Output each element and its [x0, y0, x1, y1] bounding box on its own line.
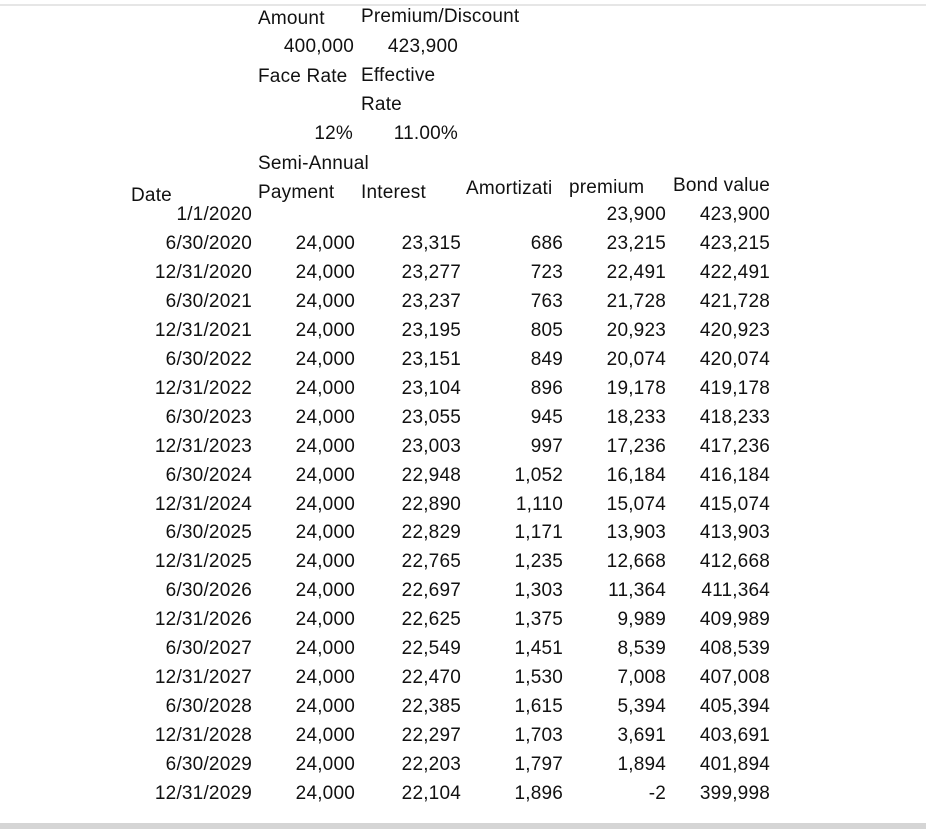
cell-payment: 24,000 — [295, 290, 355, 312]
cell-amortization: 896 — [530, 377, 563, 399]
cell-payment: 24,000 — [295, 551, 355, 573]
cell-bond-value: 416,184 — [699, 464, 770, 486]
cell-bond-value: 421,728 — [699, 290, 770, 312]
cell-premium: 22,491 — [606, 261, 666, 283]
amount-label: Amount — [258, 8, 325, 29]
cell-date: 12/31/2022 — [154, 377, 252, 399]
cell-date: 12/31/2029 — [154, 783, 252, 804]
cell-premium: 15,074 — [606, 493, 666, 515]
cell-bond-value: 408,539 — [699, 638, 770, 660]
cell-interest: 23,195 — [401, 319, 461, 341]
cell-interest: 22,765 — [401, 551, 461, 573]
cell-amortization: 1,896 — [514, 783, 563, 804]
cell-premium: 7,008 — [617, 667, 666, 689]
cell-date: 6/30/2022 — [165, 348, 252, 370]
cell-bond-value: 422,491 — [699, 261, 770, 283]
cell-interest: 22,697 — [401, 580, 461, 602]
cell-payment: 24,000 — [295, 580, 355, 602]
column-header-payment: Payment — [258, 182, 335, 203]
cell-date: 6/30/2029 — [165, 754, 252, 776]
cell-payment: 24,000 — [295, 667, 355, 689]
cell-premium: 17,236 — [606, 435, 666, 457]
cell-date: 12/31/2024 — [154, 493, 252, 515]
cell-bond-value: 412,668 — [699, 551, 770, 573]
cell-amortization: 945 — [530, 406, 563, 428]
cell-bond-value: 417,236 — [699, 435, 770, 457]
cell-premium: 11,364 — [608, 580, 666, 602]
cell-payment: 24,000 — [295, 696, 355, 718]
premium-value: 423,900 — [387, 36, 458, 57]
cell-date: 12/31/2020 — [154, 261, 252, 283]
cell-premium: 8,539 — [617, 638, 666, 660]
cell-date: 1/1/2020 — [176, 204, 252, 225]
cell-interest: 22,549 — [401, 638, 461, 660]
cell-date: 6/30/2024 — [165, 464, 252, 486]
cell-premium: 21,728 — [606, 290, 666, 312]
cell-interest: 23,315 — [401, 232, 461, 254]
cell-date: 12/31/2027 — [154, 667, 252, 689]
cell-payment: 24,000 — [295, 754, 355, 776]
cell-date: 6/30/2023 — [165, 406, 252, 428]
cell-payment: 24,000 — [295, 319, 355, 341]
cell-premium: 20,074 — [606, 348, 666, 370]
cell-amortization: 1,110 — [515, 493, 563, 515]
cell-date: 12/31/2026 — [154, 609, 252, 631]
cell-premium: 3,691 — [617, 725, 666, 747]
premium-discount-label: Premium/Discount — [361, 6, 520, 27]
cell-interest: 23,237 — [401, 290, 461, 312]
semi-annual-label: Semi-Annual — [258, 153, 369, 174]
cell-bond-value: 423,215 — [699, 232, 770, 254]
cell-date: 6/30/2025 — [165, 522, 252, 544]
cell-interest: 23,003 — [401, 435, 461, 457]
cell-amortization: 723 — [530, 261, 563, 283]
cell-bond-value: 415,074 — [699, 493, 770, 515]
cell-interest: 22,385 — [401, 696, 461, 718]
cell-premium: 23,900 — [606, 204, 666, 225]
cell-amortization: 1,797 — [514, 754, 563, 776]
cell-payment: 24,000 — [295, 464, 355, 486]
cell-bond-value: 399,998 — [699, 783, 770, 804]
column-header-interest: Interest — [361, 182, 426, 203]
cell-payment: 24,000 — [295, 522, 355, 544]
cell-amortization: 686 — [530, 232, 563, 254]
cell-premium: -2 — [648, 783, 666, 804]
cell-amortization: 1,530 — [514, 667, 563, 689]
cell-interest: 22,104 — [401, 783, 461, 804]
cell-interest: 22,203 — [401, 754, 461, 776]
cell-interest: 23,104 — [401, 377, 461, 399]
face-rate-value: 12% — [314, 123, 353, 144]
cell-premium: 16,184 — [606, 464, 666, 486]
cell-interest: 22,297 — [401, 725, 461, 747]
cell-interest: 23,277 — [401, 261, 461, 283]
cell-bond-value: 413,903 — [699, 522, 770, 544]
cell-payment: 24,000 — [295, 638, 355, 660]
cell-payment: 24,000 — [295, 493, 355, 515]
cell-bond-value: 419,178 — [699, 377, 770, 399]
cell-premium: 12,668 — [606, 551, 666, 573]
cell-premium: 20,923 — [606, 319, 666, 341]
bottom-divider — [0, 823, 926, 829]
column-header-date: Date — [131, 185, 172, 206]
cell-bond-value: 420,074 — [699, 348, 770, 370]
cell-date: 12/31/2023 — [154, 435, 252, 457]
cell-date: 6/30/2027 — [165, 638, 252, 660]
cell-interest: 23,055 — [401, 406, 461, 428]
cell-payment: 24,000 — [295, 348, 355, 370]
cell-bond-value: 411,364 — [701, 580, 770, 602]
cell-premium: 23,215 — [606, 232, 666, 254]
amount-value: 400,000 — [283, 36, 354, 57]
cell-amortization: 1,235 — [514, 551, 563, 573]
cell-amortization: 997 — [530, 435, 563, 457]
rate-label: Rate — [361, 94, 402, 115]
cell-bond-value: 418,233 — [699, 406, 770, 428]
cell-premium: 5,394 — [617, 696, 666, 718]
cell-amortization: 1,303 — [514, 580, 563, 602]
cell-payment: 24,000 — [295, 435, 355, 457]
cell-bond-value: 401,894 — [699, 754, 770, 776]
cell-amortization: 805 — [530, 319, 563, 341]
cell-premium: 13,903 — [606, 522, 666, 544]
cell-interest: 22,470 — [401, 667, 461, 689]
cell-bond-value: 409,989 — [699, 609, 770, 631]
effective-rate-value: 11.00% — [393, 123, 458, 144]
face-rate-label: Face Rate — [258, 66, 348, 87]
cell-payment: 24,000 — [295, 783, 355, 804]
cell-premium: 19,178 — [606, 377, 666, 399]
cell-date: 6/30/2028 — [165, 696, 252, 718]
column-header-premium: premium — [569, 177, 645, 198]
cell-bond-value: 405,394 — [699, 696, 770, 718]
cell-amortization: 1,171 — [514, 522, 563, 544]
cell-payment: 24,000 — [295, 725, 355, 747]
cell-amortization: 849 — [530, 348, 563, 370]
cell-payment: 24,000 — [295, 609, 355, 631]
cell-interest: 22,625 — [401, 609, 461, 631]
cell-amortization: 1,375 — [514, 609, 563, 631]
cell-premium: 1,894 — [617, 754, 666, 776]
cell-bond-value: 420,923 — [699, 319, 770, 341]
cell-date: 6/30/2021 — [165, 290, 252, 312]
cell-amortization: 1,615 — [514, 696, 563, 718]
cell-payment: 24,000 — [295, 261, 355, 283]
cell-amortization: 763 — [530, 290, 563, 312]
cell-date: 12/31/2028 — [154, 725, 252, 747]
cell-interest: 22,890 — [401, 493, 461, 515]
cell-bond-value: 423,900 — [699, 204, 770, 225]
cell-interest: 22,829 — [401, 522, 461, 544]
cell-amortization: 1,052 — [514, 464, 563, 486]
cell-premium: 18,233 — [606, 406, 666, 428]
column-header-bond-value: Bond value — [673, 175, 771, 196]
cell-payment: 24,000 — [295, 406, 355, 428]
cell-date: 6/30/2020 — [165, 232, 252, 254]
cell-date: 12/31/2021 — [154, 319, 252, 341]
cell-payment: 24,000 — [295, 232, 355, 254]
cell-date: 6/30/2026 — [165, 580, 252, 602]
effective-label: Effective — [361, 65, 436, 86]
cell-bond-value: 403,691 — [699, 725, 770, 747]
cell-amortization: 1,703 — [514, 725, 563, 747]
column-header-amortization: Amortizati — [466, 178, 553, 199]
cell-amortization: 1,451 — [514, 638, 563, 660]
cell-payment: 24,000 — [295, 377, 355, 399]
cell-interest: 22,948 — [401, 464, 461, 486]
cell-bond-value: 407,008 — [699, 667, 770, 689]
cell-date: 12/31/2025 — [154, 551, 252, 573]
cell-interest: 23,151 — [401, 348, 461, 370]
cell-premium: 9,989 — [617, 609, 666, 631]
